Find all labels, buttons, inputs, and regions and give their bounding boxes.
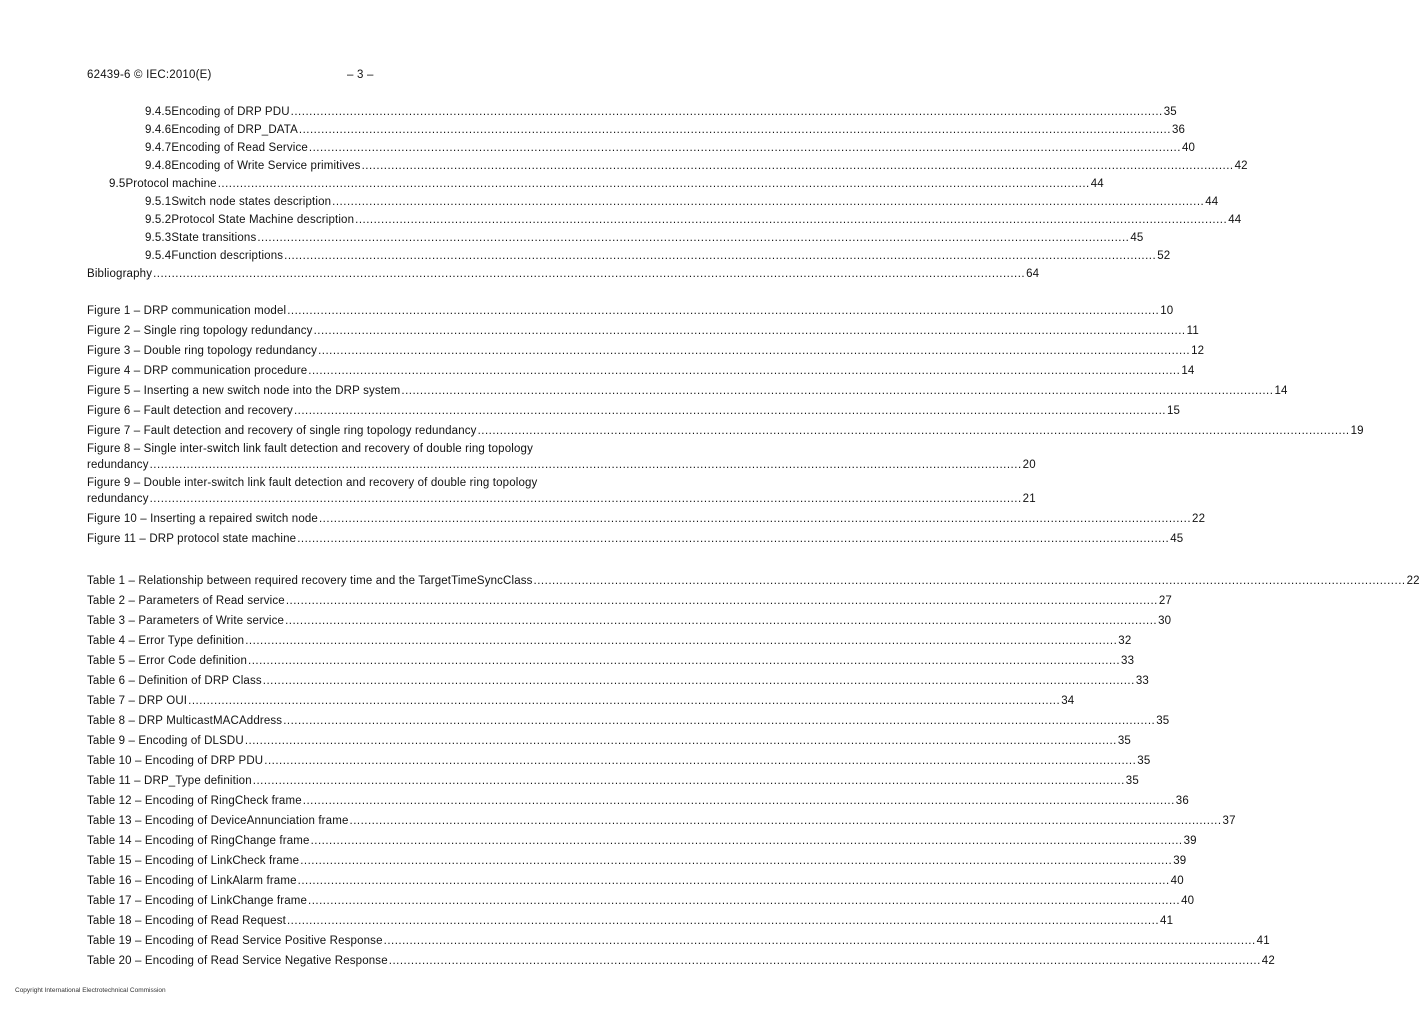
table-title: Table 8 – DRP MulticastMACAddress	[87, 715, 283, 727]
dot-leader	[384, 934, 1256, 948]
figure-entry-wrapped[interactable]	[87, 438, 1036, 472]
copyright-footer: Copyright International Electrotechnical Commission	[15, 987, 166, 994]
page-ref: 35	[1163, 106, 1177, 118]
dot-leader	[150, 492, 1022, 506]
dot-leader	[308, 894, 1180, 908]
page-ref: 44	[1228, 214, 1242, 226]
page-ref: 41	[1160, 915, 1174, 927]
table-entry[interactable]	[87, 728, 1131, 748]
table-entry[interactable]	[87, 948, 1275, 968]
page-ref: 30	[1158, 615, 1172, 627]
page-ref: 44	[1205, 196, 1219, 208]
dot-leader	[311, 834, 1183, 848]
figure-entry[interactable]	[87, 358, 1195, 378]
dot-leader	[218, 177, 1090, 191]
dot-leader	[478, 424, 1350, 438]
figure-title-line2: redundancy	[87, 493, 149, 505]
page-ref: 64	[1026, 268, 1040, 280]
page-ref: 40	[1181, 142, 1196, 154]
table-entry[interactable]	[87, 588, 1172, 608]
toc-entry[interactable]	[87, 245, 1171, 263]
figure-title: Figure 1 – DRP communication model	[87, 305, 287, 317]
page-ref: 35	[1125, 775, 1139, 787]
section-number: 9.4.7	[145, 142, 172, 154]
dot-leader	[285, 614, 1157, 628]
toc-entry[interactable]	[87, 155, 1248, 173]
table-title: Table 16 – Encoding of LinkAlarm frame	[87, 875, 297, 887]
document-id: 62439-6 © IEC:2010(E)	[87, 69, 212, 81]
toc-entry[interactable]	[87, 209, 1242, 227]
table-title: Table 4 – Error Type definition	[87, 635, 245, 647]
toc-entry[interactable]	[87, 137, 1196, 155]
section-title: Protocol machine	[125, 178, 217, 190]
page-number: – 3 –	[347, 69, 374, 81]
page-ref: 14	[1181, 365, 1195, 377]
dot-leader	[350, 814, 1222, 828]
section-title: Encoding of DRP PDU	[171, 106, 290, 118]
figure-title-line2: redundancy	[87, 459, 149, 471]
page-ref: 40	[1170, 875, 1184, 887]
dot-leader	[303, 794, 1175, 808]
page-ref: 37	[1222, 815, 1236, 827]
figure-entry[interactable]	[87, 298, 1174, 318]
page-ref: 35	[1137, 755, 1151, 767]
dot-leader	[291, 105, 1163, 119]
page-ref: 14	[1274, 385, 1288, 397]
table-title: Table 20 – Encoding of Read Service Negative Response	[87, 955, 388, 967]
section-title: Encoding of Read Service	[171, 142, 308, 154]
page-ref: 21	[1022, 493, 1036, 505]
page-ref: 27	[1158, 595, 1172, 607]
dot-leader	[264, 754, 1136, 768]
figure-title: Figure 10 – Inserting a repaired switch node	[87, 513, 318, 525]
table-entry[interactable]	[87, 808, 1236, 828]
table-entry[interactable]	[87, 668, 1149, 688]
table-title: Table 15 – Encoding of LinkCheck frame	[87, 855, 300, 867]
section-title: State transitions	[171, 232, 257, 244]
table-title: Table 10 – Encoding of DRP PDU	[87, 755, 264, 767]
dot-leader	[389, 954, 1261, 968]
table-entry[interactable]	[87, 788, 1189, 808]
page-ref: 36	[1175, 795, 1189, 807]
section-number: 9.5.1	[145, 196, 172, 208]
page-ref: 40	[1181, 895, 1195, 907]
page-ref: 42	[1261, 955, 1275, 967]
table-entry[interactable]	[87, 688, 1075, 708]
toc-entry[interactable]	[87, 191, 1219, 209]
page-ref: 32	[1118, 635, 1132, 647]
dot-leader	[245, 734, 1117, 748]
table-entry[interactable]	[87, 848, 1187, 868]
table-entry[interactable]	[87, 748, 1151, 768]
page-ref: 44	[1090, 178, 1104, 190]
page-ref: 45	[1170, 533, 1184, 545]
dot-leader	[299, 123, 1171, 137]
page-ref: 22	[1192, 513, 1206, 525]
page-ref: 20	[1022, 459, 1036, 471]
dot-leader	[150, 458, 1022, 472]
table-entry[interactable]	[87, 928, 1270, 948]
figure-entry[interactable]	[87, 338, 1205, 358]
dot-leader	[248, 654, 1120, 668]
page-ref: 45	[1130, 232, 1144, 244]
section-number: 9.4.5	[145, 106, 172, 118]
page-ref: 39	[1173, 855, 1187, 867]
dot-leader	[287, 304, 1159, 318]
toc-entry[interactable]	[87, 101, 1177, 119]
table-title: Table 7 – DRP OUI	[87, 695, 188, 707]
toc-entry[interactable]	[87, 119, 1186, 137]
section-number: 9.5.4	[145, 250, 172, 262]
dot-leader	[257, 231, 1129, 245]
figure-entry[interactable]	[87, 398, 1181, 418]
dot-leader	[309, 141, 1181, 155]
dot-leader	[245, 634, 1117, 648]
dot-leader	[287, 914, 1159, 928]
section-title: Switch node states description	[171, 196, 332, 208]
dot-leader	[332, 195, 1204, 209]
figure-title: Figure 2 – Single ring topology redundancy	[87, 325, 313, 337]
dot-leader	[286, 594, 1158, 608]
page-ref: 52	[1157, 250, 1171, 262]
section-title: Protocol State Machine description	[171, 214, 355, 226]
figure-title: Figure 6 – Fault detection and recovery	[87, 405, 293, 417]
toc-entry[interactable]	[87, 227, 1144, 245]
figure-entry[interactable]	[87, 378, 1288, 398]
table-title: Table 12 – Encoding of RingCheck frame	[87, 795, 302, 807]
figure-entry[interactable]	[87, 418, 1364, 438]
dot-leader	[298, 874, 1170, 888]
figure-title: Figure 4 – DRP communication procedure	[87, 365, 308, 377]
list-of-tables	[87, 568, 1420, 968]
table-title: Table 17 – Encoding of LinkChange frame	[87, 895, 308, 907]
table-title: Table 14 – Encoding of RingChange frame	[87, 835, 310, 847]
figure-entry[interactable]	[87, 526, 1184, 546]
dot-leader	[362, 159, 1234, 173]
dot-leader	[283, 714, 1155, 728]
table-entry[interactable]	[87, 768, 1139, 788]
page-ref: 33	[1121, 655, 1135, 667]
figure-entry-wrapped[interactable]	[87, 472, 1036, 506]
list-of-figures	[87, 298, 1364, 546]
dot-leader	[188, 694, 1060, 708]
table-title: Table 5 – Error Code definition	[87, 655, 247, 667]
table-entry[interactable]	[87, 568, 1420, 588]
page-ref: 36	[1171, 124, 1186, 136]
toc-entry[interactable]	[87, 173, 1104, 191]
table-title: Table 2 – Parameters of Read service	[87, 595, 285, 607]
table-title: Table 3 – Parameters of Write service	[87, 615, 285, 627]
table-title: Table 13 – Encoding of DeviceAnnunciation frame	[87, 815, 349, 827]
section-title: Encoding of DRP_DATA	[171, 124, 298, 136]
table-title: Table 19 – Encoding of Read Service Positive Response	[87, 935, 383, 947]
figure-title: Figure 7 – Fault detection and recovery of single ring topology redundancy	[87, 425, 477, 437]
page-ref: 22	[1406, 575, 1420, 587]
table-entry[interactable]	[87, 888, 1195, 908]
figure-title-line2-row	[87, 456, 1036, 472]
table-entry[interactable]	[87, 708, 1170, 728]
page-ref: 11	[1186, 325, 1199, 337]
table-title: Table 18 – Encoding of Read Request	[87, 915, 286, 927]
page-ref: 35	[1156, 715, 1170, 727]
table-entry[interactable]	[87, 628, 1132, 648]
page-ref: 35	[1117, 735, 1131, 747]
table-title: Table 6 – Definition of DRP Class	[87, 675, 262, 687]
table-title: Table 1 – Relationship between required recovery time and the TargetTimeSyncClass	[87, 575, 533, 587]
figure-title-line2-row	[87, 490, 1036, 506]
dot-leader	[308, 364, 1180, 378]
toc-sections	[87, 101, 1248, 281]
page-ref: 42	[1234, 160, 1248, 172]
section-number: 9.4.8	[145, 160, 172, 172]
table-entry[interactable]	[87, 868, 1184, 888]
page-ref: 10	[1160, 305, 1174, 317]
dot-leader	[263, 674, 1135, 688]
section-title: Function descriptions	[171, 250, 284, 262]
dot-leader	[318, 344, 1190, 358]
dot-leader	[153, 267, 1025, 281]
table-title: Table 11 – DRP_Type definition	[87, 775, 252, 787]
page-ref: 34	[1061, 695, 1075, 707]
page-ref: 39	[1183, 835, 1197, 847]
section-number: 9.5.2	[145, 214, 172, 226]
section-title: Bibliography	[87, 268, 153, 280]
dot-leader	[297, 532, 1169, 546]
dot-leader	[253, 774, 1125, 788]
figure-title: Figure 3 – Double ring topology redundancy	[87, 345, 318, 357]
page-ref: 19	[1350, 425, 1364, 437]
figure-title: Figure 11 – DRP protocol state machine	[87, 533, 297, 545]
table-title: Table 9 – Encoding of DLSDU	[87, 735, 244, 747]
dot-leader	[300, 854, 1172, 868]
section-title: Encoding of Write Service primitives	[171, 160, 361, 172]
table-entry[interactable]	[87, 828, 1197, 848]
page-ref: 15	[1166, 405, 1181, 417]
dot-leader	[294, 404, 1166, 418]
dot-leader	[284, 249, 1156, 263]
table-entry[interactable]	[87, 908, 1174, 928]
page-ref: 12	[1191, 345, 1205, 357]
dot-leader	[401, 384, 1273, 398]
dot-leader	[314, 324, 1186, 338]
toc-entry[interactable]	[87, 263, 1040, 281]
section-number: 9.5.3	[145, 232, 172, 244]
section-number: 9.5	[109, 178, 126, 190]
figure-entry[interactable]	[87, 318, 1199, 338]
figure-title-line1: Figure 8 – Single inter-switch link fault detection and recovery of double ring topology	[87, 443, 533, 455]
table-entry[interactable]	[87, 648, 1135, 668]
page-ref: 41	[1256, 935, 1270, 947]
figure-entry[interactable]	[87, 506, 1206, 526]
figure-title-line1: Figure 9 – Double inter-switch link fault detection and recovery of double ring topology	[87, 477, 538, 489]
dot-leader	[319, 512, 1191, 526]
page-ref: 33	[1135, 675, 1149, 687]
table-entry[interactable]	[87, 608, 1172, 628]
section-number: 9.4.6	[145, 124, 172, 136]
figure-title: Figure 5 – Inserting a new switch node into the DRP system	[87, 385, 401, 397]
dot-leader	[355, 213, 1227, 227]
dot-leader	[534, 574, 1406, 588]
